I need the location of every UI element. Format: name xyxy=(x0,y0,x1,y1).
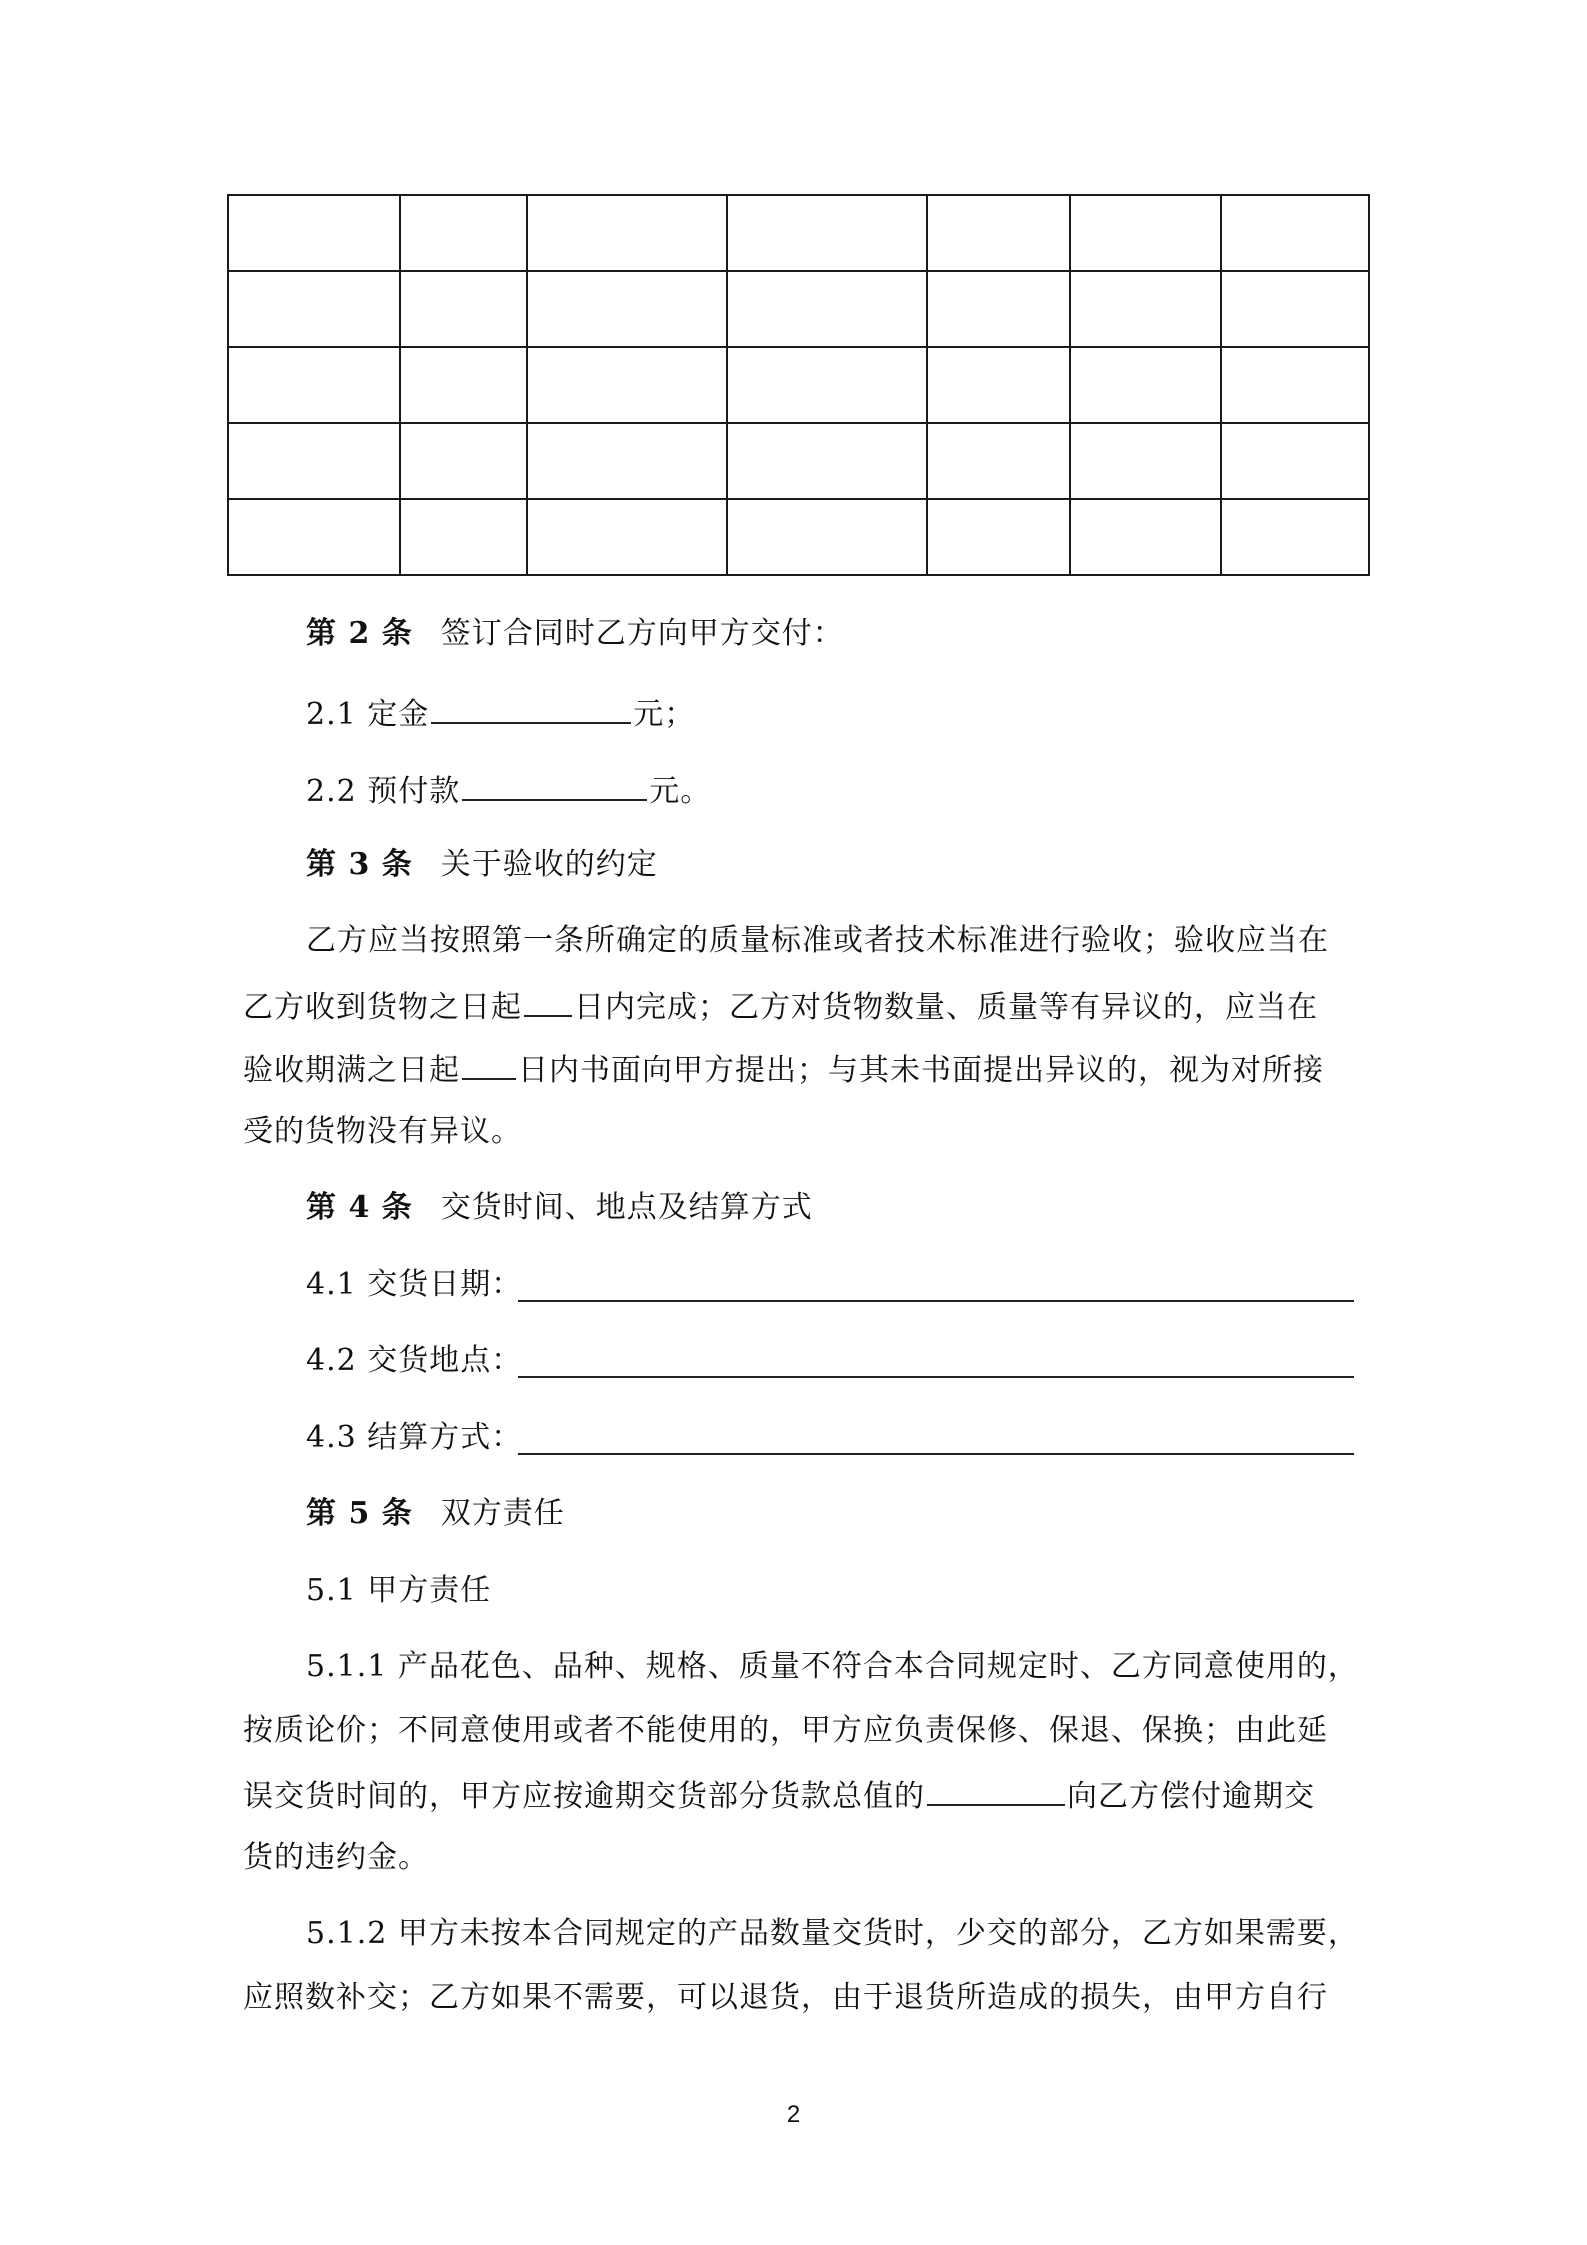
table-cell xyxy=(527,347,727,423)
table-cell xyxy=(228,499,400,575)
table-cell xyxy=(727,195,927,271)
table-cell xyxy=(228,271,400,347)
article-4-title: 交货时间、地点及结算方式 xyxy=(440,1190,813,1225)
article-3-text: 验收期满之日起 xyxy=(243,1053,460,1088)
table-cell xyxy=(527,423,727,499)
table-cell xyxy=(400,195,527,271)
article-4-heading xyxy=(306,1188,813,1228)
clause-5-1-2-line-2: 应照数补交；乙方如果不需要，可以退货，由于退货所造成的损失，由甲方自行 xyxy=(243,1980,1328,2015)
table-cell xyxy=(927,347,1070,423)
article-3-heading xyxy=(306,845,658,885)
clause-2-1-label: 2.1 定金 xyxy=(306,697,430,732)
article-5-title: 双方责任 xyxy=(440,1496,565,1531)
article-2-title: 签订合同时乙方向甲方交付： xyxy=(440,616,844,651)
clause-2-2-unit: 元。 xyxy=(649,774,712,809)
clause-5-1-2-line-1: 5.1.2 甲方未按本合同规定的产品数量交货时，少交的部分，乙方如果需要， xyxy=(306,1916,1359,1951)
table-cell xyxy=(1070,195,1221,271)
table-cell xyxy=(727,271,927,347)
clause-5-1-1-line-4: 货的违约金。 xyxy=(243,1840,429,1875)
table-row xyxy=(228,195,1369,271)
article-3-text: 日内书面向甲方提出；与其未书面提出异议的，视为对所接 xyxy=(518,1053,1324,1088)
article-3-body-line-1: 乙方应当按照第一条所确定的质量标准或者技术标准进行验收；验收应当在 xyxy=(306,923,1329,958)
article-5-number: 第 5 条 xyxy=(306,1496,413,1531)
table-cell xyxy=(927,423,1070,499)
delivery-place-label: 4.2 交货地点： xyxy=(306,1343,523,1378)
article-3-title: 关于验收的约定 xyxy=(440,847,658,882)
goods-table xyxy=(227,194,1370,576)
page-number: 2 xyxy=(786,2101,801,2128)
clause-2-1 xyxy=(306,692,695,735)
article-3-number: 第 3 条 xyxy=(306,847,413,882)
table-cell xyxy=(1070,499,1221,575)
delivery-date-label: 4.1 交货日期： xyxy=(306,1267,523,1302)
table-cell xyxy=(228,195,400,271)
table-cell xyxy=(727,347,927,423)
clause-5-1-1-line-1: 5.1.1 产品花色、品种、规格、质量不符合本合同规定时、乙方同意使用的， xyxy=(306,1649,1359,1684)
table-cell xyxy=(400,423,527,499)
table-cell xyxy=(1221,271,1369,347)
table-cell xyxy=(727,423,927,499)
table-cell xyxy=(1221,423,1369,499)
table-cell xyxy=(727,499,927,575)
article-3-body-line-3 xyxy=(243,1048,1324,1091)
table-cell xyxy=(1070,271,1221,347)
article-3-text: 乙方收到货物之日起 xyxy=(243,990,522,1025)
clause-5-1-1-text: 误交货时间的，甲方应按逾期交货部分货款总值的 xyxy=(243,1779,925,1814)
clause-5-1-1-line-2: 按质论价；不同意使用或者不能使用的，甲方应负责保修、保退、保换；由此延 xyxy=(243,1713,1328,1748)
settlement-method-label: 4.3 结算方式： xyxy=(306,1420,523,1455)
table-cell xyxy=(228,423,400,499)
table-row xyxy=(228,423,1369,499)
article-2-heading xyxy=(306,614,844,654)
table-row xyxy=(228,499,1369,575)
table-cell xyxy=(927,195,1070,271)
clause-2-1-unit: 元； xyxy=(633,697,696,732)
article-4-number: 第 4 条 xyxy=(306,1190,413,1225)
deposit-blank[interactable] xyxy=(431,692,631,724)
prepayment-blank[interactable] xyxy=(462,769,647,801)
clause-5-1-1-line-3 xyxy=(243,1774,1315,1817)
clause-2-2-label: 2.2 预付款 xyxy=(306,774,461,809)
table-cell xyxy=(400,271,527,347)
settlement-method-field[interactable] xyxy=(518,1453,1354,1455)
table-cell xyxy=(1070,347,1221,423)
table-cell xyxy=(1221,499,1369,575)
table-cell xyxy=(1070,423,1221,499)
table-cell xyxy=(400,347,527,423)
table-cell xyxy=(527,195,727,271)
acceptance-days-blank[interactable] xyxy=(524,985,572,1017)
clause-5-1-1-text: 向乙方偿付逾期交 xyxy=(1067,1779,1315,1814)
article-3-text: 日内完成；乙方对货物数量、质量等有异议的，应当在 xyxy=(574,990,1318,1025)
table-cell xyxy=(927,499,1070,575)
clause-2-2 xyxy=(306,769,711,812)
delivery-date-field[interactable] xyxy=(518,1300,1354,1302)
table-cell xyxy=(1221,347,1369,423)
table-cell xyxy=(927,271,1070,347)
table-row xyxy=(228,347,1369,423)
delivery-place-field[interactable] xyxy=(518,1376,1354,1378)
article-3-body-line-4: 受的货物没有异议。 xyxy=(243,1114,522,1149)
clause-5-1: 5.1 甲方责任 xyxy=(306,1573,492,1608)
article-5-heading xyxy=(306,1494,565,1534)
objection-days-blank[interactable] xyxy=(462,1048,516,1080)
table-cell xyxy=(527,499,727,575)
table-cell xyxy=(527,271,727,347)
table-row xyxy=(228,271,1369,347)
penalty-rate-blank[interactable] xyxy=(927,1774,1065,1806)
table-cell xyxy=(1221,195,1369,271)
article-2-number: 第 2 条 xyxy=(306,616,413,651)
table-cell xyxy=(400,499,527,575)
article-3-body-line-2 xyxy=(243,985,1318,1028)
table-cell xyxy=(228,347,400,423)
